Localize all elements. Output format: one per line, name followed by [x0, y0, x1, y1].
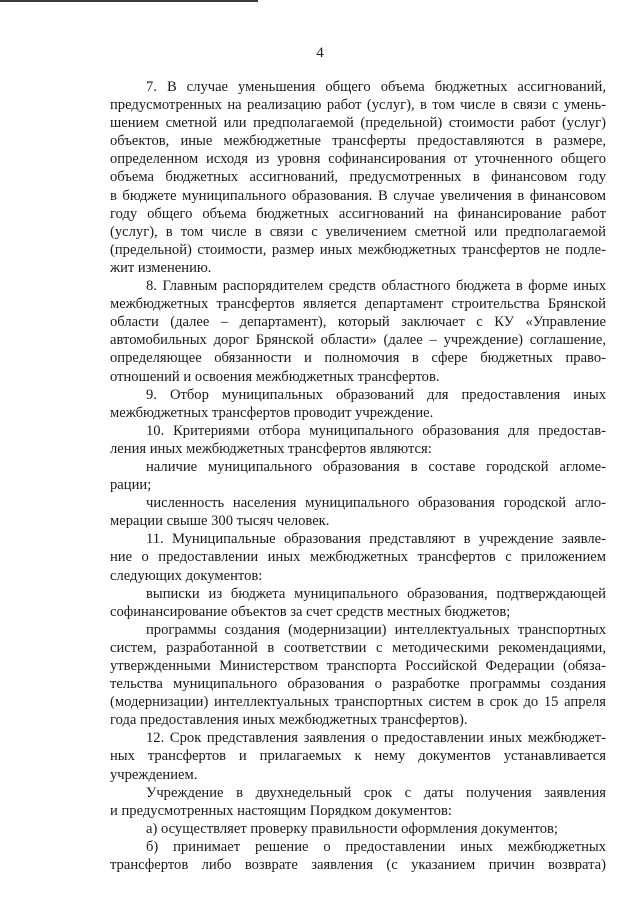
document-body — [110, 78, 606, 874]
text-line: 7. В случае уменьшения общего объема бюджетных ассигнований, — [146, 79, 606, 95]
text-line: 10. Критериями отбора муниципального образования для предостав- — [146, 422, 606, 439]
text-line: 8. Главным распорядителем средств областного бюджета в форме иных — [146, 278, 606, 295]
text-line: объема бюджетных ассигнований, предусмотренных в финансовом году — [110, 169, 606, 186]
text-line: ных трансфертов и прилагаемых к нему документов устанавливается — [110, 748, 606, 765]
text-line: отношений и освоения межбюджетных трансфертов. — [110, 368, 440, 385]
text-line: систем, разработанной в соответствии с методическими рекомендациями, — [110, 639, 606, 656]
text-line: (услуг), в том числе в связи с увеличением сметной или предполагаемой — [110, 223, 606, 240]
text-line: (модернизации) интеллектуальных транспортных систем в срок до 15 апреля — [110, 694, 606, 711]
text-line: межбюджетных трансфертов является департамент строительства Брянской — [110, 296, 606, 313]
text-line: мерации свыше 300 тысяч человек. — [110, 513, 330, 530]
text-line: софинансирование объектов за счет средств местных бюджетов; — [110, 603, 511, 620]
text-line: года предоставления иных межбюджетных трансфертов). — [110, 712, 468, 729]
text-line: Учреждение в двухнедельный срок с даты получения заявления — [146, 784, 606, 801]
text-line: утвержденными Министерством транспорта Российской Федерации (обяза- — [110, 658, 606, 674]
text-line: а) осуществляет проверку правильности оформления документов; — [146, 820, 558, 837]
text-line: б) принимает решение о предоставлении иных межбюджетных — [146, 838, 606, 855]
text-line: численность населения муниципального образования городской агло- — [146, 495, 606, 512]
text-line: жит изменению. — [110, 259, 212, 276]
text-line: выписки из бюджета муниципального образования, подтверждающей — [146, 585, 606, 602]
text-line: трансфертов либо возврате заявления (с указанием причин возврата) — [110, 857, 606, 874]
text-line: 11. Муниципальные образования представляют в учреждение заявле- — [146, 531, 606, 548]
text-line: автомобильных дорог Брянской области» (далее – учреждение) соглашение, — [110, 332, 606, 349]
text-line: ние о предоставлении иных межбюджетных трансфертов с приложением — [110, 549, 606, 566]
text-line: рации; — [110, 477, 152, 494]
text-line: году общего объема бюджетных ассигнований на финансирование работ — [110, 205, 606, 222]
text-line: шением сметной или предполагаемой (предельной) стоимости работ (услуг) — [110, 115, 606, 132]
text-line: 9. Отбор муниципальных образований для предоставления иных — [146, 386, 606, 403]
text-line: 12. Срок представления заявления о предоставлении иных межбюджет- — [146, 730, 606, 747]
text-line: области (далее – департамент), который заключает с КУ «Управление — [110, 314, 606, 331]
text-line: следующих документов: — [110, 567, 263, 584]
text-line: определяющее обязанности и полномочия в сфере бюджетных право- — [110, 350, 606, 367]
text-line: определенном исходя из уровня софинансирования от уточненного общего — [110, 151, 606, 168]
text-line: в бюджете муниципального образования. В случае увеличения в финансовом — [110, 187, 606, 204]
text-line: программы создания (модернизации) интеллектуальных транспортных — [146, 621, 606, 638]
text-line: наличие муниципального образования в составе городской агломе- — [146, 458, 606, 475]
text-line: тельства муниципального образования о разработке программы создания — [110, 676, 606, 693]
text-line: предусмотренных на реализацию работ (услуг), в том числе в связи с умень- — [110, 97, 606, 114]
text-line: и предусмотренных настоящим Порядком документов: — [110, 802, 452, 819]
text-line: учреждением. — [110, 766, 198, 783]
page-number: 4 — [316, 45, 324, 61]
top-rule — [0, 0, 258, 2]
text-line: ления иных межбюджетных трансфертов являются: — [110, 440, 432, 457]
text-line: (предельной) стоимости, размер иных межбюджетных трансфертов не подле- — [110, 241, 606, 258]
text-line: межбюджетных трансфертов проводит учреждение. — [110, 404, 434, 421]
text-line: объектов, иные межбюджетные трансферты предоставляются в размере, — [110, 133, 606, 150]
